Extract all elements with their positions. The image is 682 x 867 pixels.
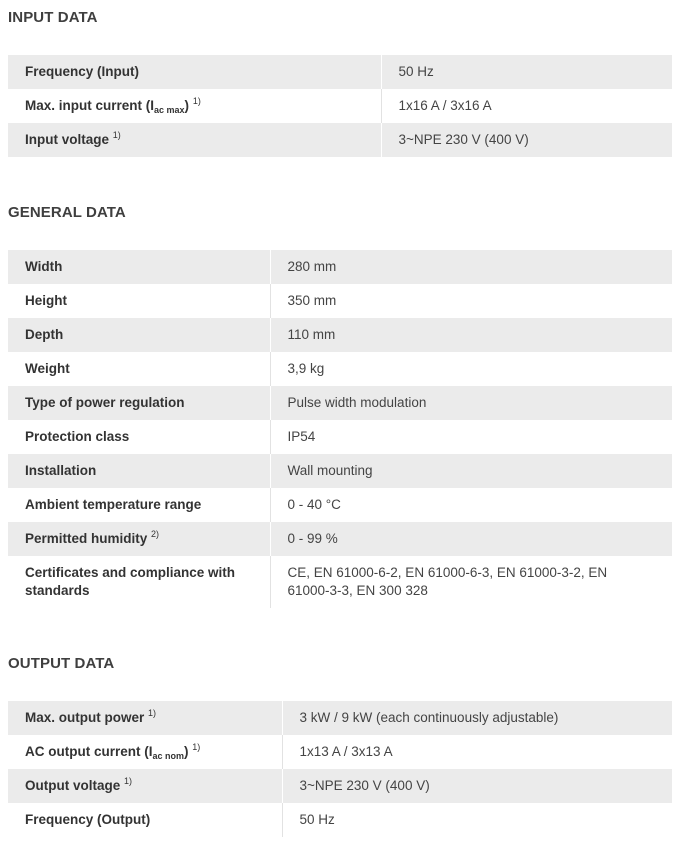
- row-label: Frequency (Output): [25, 812, 151, 827]
- table-row: [8, 522, 672, 556]
- table-row: [8, 318, 672, 352]
- row-label: Installation: [8, 454, 270, 488]
- row-value: 1x16 A / 3x16 A: [381, 89, 672, 123]
- row-value: 350 mm: [270, 284, 672, 318]
- section-heading-general: GENERAL DATA: [8, 204, 126, 221]
- row-label: Max. output power $^{1)}$: [8, 701, 282, 735]
- row-value: CE, EN 61000-6-2, EN 61000-6-3, EN 61000-3-2, EN 61000-3-3, EN 300 328: [270, 556, 672, 608]
- section-heading-input: INPUT DATA: [8, 9, 98, 26]
- row-label: Weight: [25, 361, 70, 376]
- section-heading-output: OUTPUT DATA: [8, 655, 115, 672]
- table-row: [8, 420, 672, 454]
- table-row: [8, 352, 672, 386]
- row-value: 50 Hz: [381, 55, 672, 89]
- row-value: 110 mm: [270, 318, 672, 352]
- row-label: Certificates and compliance with standards: [25, 565, 236, 598]
- table-row: [8, 386, 672, 420]
- table-row: [8, 89, 672, 123]
- row-label: Ambient temperature range: [25, 497, 202, 512]
- row-value: 3 kW / 9 kW (each continuously adjustable): [282, 701, 672, 735]
- row-value: 3~NPE 230 V (400 V): [381, 123, 672, 157]
- row-label: Permitted humidity $^{2)}$: [8, 522, 270, 556]
- output-data-table: [8, 701, 672, 837]
- table-row: [8, 284, 672, 318]
- row-value: 0 - 40 °C: [270, 488, 672, 522]
- row-value: Pulse width modulation: [270, 386, 672, 420]
- row-value: 1x13 A / 3x13 A: [282, 735, 672, 769]
- table-row: [8, 701, 672, 735]
- row-label: Type of power regulation: [8, 386, 270, 420]
- row-label: Protection class: [25, 429, 130, 444]
- row-label: Width: [8, 250, 270, 284]
- table-row: [8, 488, 672, 522]
- row-label: Height: [25, 293, 67, 308]
- row-label: Depth: [8, 318, 270, 352]
- row-label: AC output current $(I_{ac nom})$ $^{1)}$: [25, 742, 201, 761]
- table-row: [8, 454, 672, 488]
- row-label: Frequency (Input): [8, 55, 381, 89]
- table-row: [8, 735, 672, 769]
- row-value: 50 Hz: [282, 803, 672, 837]
- row-value: IP54: [270, 420, 672, 454]
- row-label: Input voltage $^{1)}$: [8, 123, 381, 157]
- input-data-table: [8, 55, 672, 157]
- table-row: [8, 803, 672, 837]
- row-label: Max. input current $(I_{ac max})$ $^{1)}$: [25, 96, 201, 115]
- table-row: [8, 250, 672, 284]
- row-value: 3~NPE 230 V (400 V): [282, 769, 672, 803]
- row-value: 3,9 kg: [270, 352, 672, 386]
- row-value: Wall mounting: [270, 454, 672, 488]
- table-row: [8, 556, 672, 608]
- general-data-table: [8, 250, 672, 608]
- table-row: [8, 55, 672, 89]
- row-value: 0 - 99 %: [270, 522, 672, 556]
- row-label: Output voltage $^{1)}$: [8, 769, 282, 803]
- row-value: 280 mm: [270, 250, 672, 284]
- table-row: [8, 769, 672, 803]
- table-row: [8, 123, 672, 157]
